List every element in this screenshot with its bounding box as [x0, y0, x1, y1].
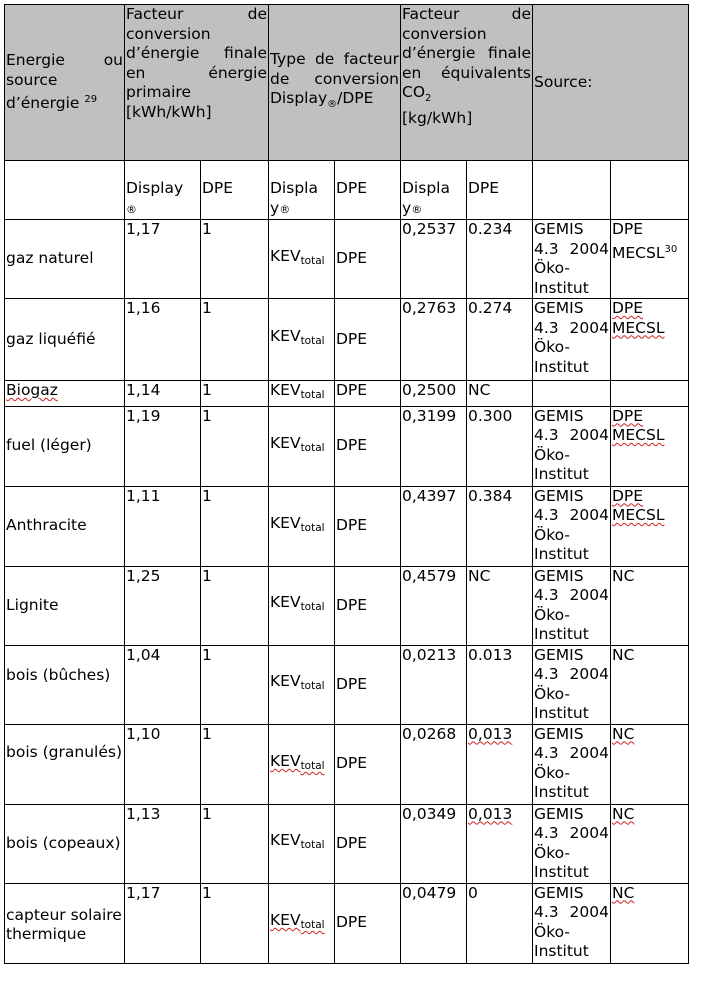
source2-cell: NC [611, 645, 689, 724]
fp-dpe-cell: 1 [201, 883, 269, 963]
type-display-cell [269, 566, 335, 645]
fp-dpe-cell: 1 [201, 381, 269, 407]
co2-dpe-cell [467, 804, 533, 883]
fp-dpe-cell: 1 [201, 406, 269, 486]
source-cell: GEMIS 4.3 2004 Öko-Institut [534, 804, 609, 881]
co2-dpe-cell: 0 [467, 883, 533, 963]
type-display-cell [269, 381, 335, 407]
kev-text: KEV [270, 831, 301, 850]
source-cell: GEMIS 4.3 2004 Öko-Institut [534, 220, 609, 297]
type-display-cell [269, 299, 335, 381]
header-co2-unit: [kg/kWh] [402, 108, 473, 127]
subheader-dpe [201, 161, 269, 220]
energy-cell: bois (granulés) [5, 724, 125, 804]
fp-display-cell: 1,19 [125, 406, 201, 486]
table-row [5, 299, 689, 381]
kev-sub: total [300, 918, 325, 931]
subheader-display-text: Display [126, 179, 184, 197]
co2-dpe-cell: 0.234 [467, 220, 533, 299]
energy-cell: fuel (léger) [5, 406, 125, 486]
co2-display-cell: 0,3199 [401, 406, 467, 486]
fp-display-cell: 1,17 [125, 220, 201, 299]
type-dpe-cell: DPE [335, 883, 401, 963]
kev-text: KEV [270, 672, 301, 691]
conversion-factors-table [4, 4, 689, 964]
source-cell: GEMIS 4.3 2004 Öko-Institut [533, 299, 611, 381]
co2-display-cell: 0,2763 [401, 299, 467, 381]
subheader-dpe-3 [467, 161, 533, 220]
subheader-empty [5, 161, 125, 220]
source2-cell [611, 486, 689, 566]
source2-text: DPE MECSL [612, 299, 665, 337]
energy-cell: gaz naturel [5, 220, 125, 299]
kev-sub: total [300, 601, 325, 614]
source2-cell: NC [611, 566, 689, 645]
type-dpe-cell: DPE [335, 381, 401, 407]
source2-text: NC [612, 804, 635, 823]
co2-display-cell: 0,0213 [401, 645, 467, 724]
energy-cell: gaz liquéfié [5, 299, 125, 381]
co2-dpe-text: 0,013 [468, 724, 513, 743]
kev-text: KEV [270, 593, 301, 612]
co2-display-cell: 0,2537 [401, 220, 467, 299]
subheader-dpe-text: DPE [202, 179, 234, 197]
footnote-30: 30 [664, 243, 678, 255]
subheader-displa-y-1-text: Displa y [270, 179, 318, 217]
fp-display-cell: 1,25 [125, 566, 201, 645]
table-row [5, 406, 689, 486]
subheader-empty-2 [533, 161, 611, 220]
subheader-display-reg: ® [126, 202, 137, 216]
energy-cell: capteur solaire thermique [5, 883, 125, 963]
co2-dpe-cell: 0.274 [467, 299, 533, 381]
header-row [5, 5, 689, 161]
fp-dpe-cell: 1 [201, 804, 269, 883]
type-display-cell [269, 883, 335, 963]
energy-cell: bois (bûches) [5, 645, 125, 724]
source-cell: GEMIS 4.3 2004 Öko-Institut [533, 724, 611, 804]
subheader-row [5, 161, 689, 220]
co2-display-cell: 0,0479 [401, 883, 467, 963]
kev-text: KEV [270, 910, 301, 929]
subheader-empty-3 [611, 161, 689, 220]
type-dpe-cell: DPE [335, 299, 401, 381]
type-dpe-cell: DPE [335, 724, 401, 804]
type-display-cell [269, 406, 335, 486]
co2-dpe-cell: NC [467, 381, 533, 407]
source2-text: DPE MECSL [612, 406, 665, 444]
header-primary-factor-text: Facteur de conversion d’énergie finale en énergie primaire [126, 5, 267, 101]
type-dpe-cell: DPE [335, 566, 401, 645]
kev-sub: total [300, 254, 325, 267]
subheader-dpe-2 [335, 161, 401, 220]
source2-cell [611, 724, 689, 804]
source2-text: NC [612, 883, 635, 902]
fp-display-cell: 1,11 [125, 486, 201, 566]
type-dpe-cell: DPE [335, 645, 401, 724]
header-co2-factor [401, 5, 533, 161]
fp-dpe-cell: 1 [201, 486, 269, 566]
kev-text: KEV [270, 433, 301, 452]
source2-text: DPE MECSL [612, 486, 665, 524]
energy-cell: Lignite [5, 566, 125, 645]
type-display-cell [269, 724, 335, 804]
source-cell: GEMIS 4.3 2004 Öko-Institut [533, 406, 611, 486]
kev-sub: total [300, 839, 325, 852]
source2-cell [611, 299, 689, 381]
source-cell [533, 381, 611, 407]
table-row [5, 486, 689, 566]
fp-display-cell: 1,16 [125, 299, 201, 381]
subheader-dpe-3-text: DPE [468, 179, 500, 197]
co2-display-cell: 0,4579 [401, 566, 467, 645]
type-dpe-cell: DPE [335, 220, 401, 299]
table-row [5, 804, 689, 883]
fp-dpe-cell: 1 [201, 220, 269, 299]
energy-cell: bois (copeaux) [5, 804, 125, 883]
kev-text: KEV [270, 513, 301, 532]
header-energy [5, 5, 125, 161]
source-cell: GEMIS 4.3 2004 Öko-Institut [533, 883, 611, 963]
kev-sub: total [300, 389, 325, 401]
energy-cell: Anthracite [5, 486, 125, 566]
source2-cell [611, 220, 689, 299]
fp-display-cell: 1,04 [125, 645, 201, 724]
type-dpe-cell: DPE [335, 486, 401, 566]
subheader-dpe-2-text: DPE [336, 179, 368, 197]
source2-cell [611, 381, 689, 407]
energy-text: Biogaz [6, 381, 58, 399]
fp-display-cell: 1,14 [125, 381, 201, 407]
table-row [5, 645, 689, 724]
kev-sub: total [300, 441, 325, 454]
fp-dpe-cell: 1 [201, 724, 269, 804]
kev-sub: total [300, 759, 325, 772]
kev-text: KEV [270, 327, 301, 346]
fp-display-cell: 1,13 [125, 804, 201, 883]
type-display-cell [269, 645, 335, 724]
fp-display-cell: 1,10 [125, 724, 201, 804]
co2-display-cell: 0,0268 [401, 724, 467, 804]
subheader-displa-y-2 [401, 161, 467, 220]
subheader-displa-y-1 [269, 161, 335, 220]
fp-dpe-cell: 1 [201, 645, 269, 724]
co2-display-cell: 0,2500 [401, 381, 467, 407]
type-dpe-cell: DPE [335, 406, 401, 486]
type-dpe-cell: DPE [335, 804, 401, 883]
source-cell: GEMIS 4.3 2004 Öko-Institut [534, 566, 609, 643]
source2-cell [611, 406, 689, 486]
co2-display-cell: 0,0349 [401, 804, 467, 883]
energy-cell [5, 381, 125, 407]
header-primary-factor [125, 5, 269, 161]
source-cell: GEMIS 4.3 2004 Öko-Institut [534, 645, 609, 722]
header-factor-type [269, 5, 401, 161]
source2-text: NC [612, 724, 635, 743]
kev-sub: total [300, 680, 325, 693]
table-row [5, 883, 689, 963]
co2-dpe-text: 0,013 [468, 804, 513, 823]
kev-text: KEV [270, 381, 301, 399]
table-row [5, 381, 689, 407]
header-source [533, 5, 689, 161]
source2-cell [611, 804, 689, 883]
subheader-reg-2: ® [411, 202, 423, 216]
subheader-reg-1: ® [279, 202, 291, 216]
kev-text: KEV [270, 246, 301, 265]
co2-dpe-cell: 0.013 [467, 645, 533, 724]
kev-text: KEV [270, 751, 301, 770]
co2-dpe-cell: 0.300 [467, 406, 533, 486]
co2-dpe-cell: NC [467, 566, 533, 645]
source-cell: GEMIS 4.3 2004 Öko-Institut [533, 486, 611, 566]
fp-display-cell: 1,17 [125, 883, 201, 963]
source2-cell [611, 883, 689, 963]
type-display-cell [269, 486, 335, 566]
fp-dpe-cell: 1 [201, 566, 269, 645]
subheader-displa-y-2-text: Displa y [402, 179, 450, 217]
header-primary-unit: [kWh/kWh] [126, 102, 212, 121]
type-display-cell [269, 804, 335, 883]
table-row [5, 220, 689, 299]
header-source-text: Source: [534, 72, 593, 91]
header-factor-type-dpe: /DPE [337, 89, 374, 108]
source2-text: DPE MECSL [612, 220, 665, 262]
header-factor-type-text: Type de facteur de conversion Display [270, 50, 399, 108]
kev-sub: total [300, 521, 325, 534]
table-row [5, 724, 689, 804]
header-co2-text: Facteur de conversion d’énergie finale en équivalents CO [402, 5, 531, 101]
registered-mark: ® [327, 99, 338, 111]
co2-dpe-cell [467, 724, 533, 804]
fp-dpe-cell: 1 [201, 299, 269, 381]
kev-sub: total [300, 335, 325, 348]
footnote-29: 29 [84, 94, 98, 106]
table-row [5, 566, 689, 645]
co2-display-cell: 0,4397 [401, 486, 467, 566]
co2-dpe-cell: 0.384 [467, 486, 533, 566]
header-energy-text: Energie ou source d’énergie [6, 51, 123, 113]
subheader-display [125, 161, 201, 220]
type-display-cell [269, 220, 335, 299]
co2-subscript: 2 [425, 93, 432, 105]
